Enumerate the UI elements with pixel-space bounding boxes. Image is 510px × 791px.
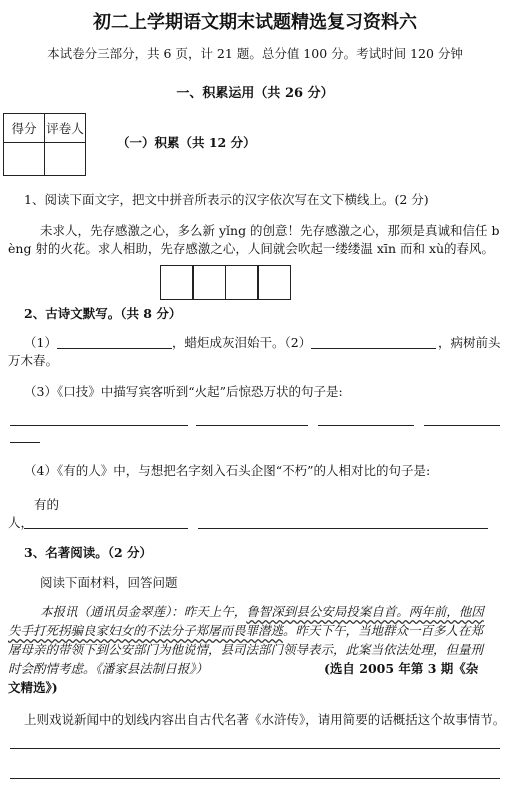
answer-blank[interactable] [198, 528, 488, 529]
answer-box[interactable] [192, 265, 226, 300]
answer-blank[interactable] [318, 425, 414, 426]
news-source: (选自 2005 年第 3 期《杂 [324, 661, 479, 676]
answer-blank[interactable] [24, 528, 188, 529]
q2-prompt: 2、古诗文默写。（共 8 分） [24, 306, 182, 321]
q1-prompt: 1、阅读下面文字，把文中拼音所表示的汉字依次写在文下横线上。(2 分) [24, 192, 429, 207]
news-source-cont: 文精选》) [8, 680, 58, 695]
grader-cell[interactable] [45, 143, 86, 176]
answer-boxes [161, 265, 291, 300]
answer-blank[interactable] [311, 348, 436, 349]
section-heading: 一、积累运用（共 26 分） [176, 86, 334, 101]
q2-p4-a: 有的 [34, 497, 60, 512]
answer-box[interactable] [225, 265, 259, 300]
exam-info: 本试卷分三部分，共 6 页，计 21 题。总分值 100 分。考试时间 120 分钟 [47, 46, 463, 61]
q2-p1-line2: 万木春。 [8, 353, 59, 368]
answer-blank[interactable] [196, 425, 308, 426]
page-title: 初二上学期语文期末试题精选复习资料六 [93, 12, 417, 33]
news-line1 [40, 602, 484, 620]
news-underlined: 失手打死拐骗良家妇女的不法分子郑屠而畏罪潜逃 [8, 623, 284, 638]
news-line3: 屠母亲的带领下到公安部门为他说情，县司法部门领导表示，此案当依法处理，但量刑 [8, 642, 484, 657]
q2-p4-b: 人， [8, 515, 34, 530]
news-line4: 时会酌情考虑。《潘家县法制日报》） [8, 661, 209, 676]
grader-label: 评卷人 [45, 114, 86, 143]
q2-p1-text: ，蜡炬成灰泪始干。（2） [172, 335, 312, 350]
news-line2 [8, 621, 483, 639]
answer-blank[interactable] [57, 348, 172, 349]
q1-passage-line2: èng 射的火花。求人相助，先存感激之心，人间就会吹起一缕缕温 xīn 而和 xù的春风。 [8, 241, 495, 256]
subsection-heading: （一）积累（共 12 分） [117, 135, 256, 150]
news-text: 本报讯（通讯员金翠莲）：昨天上午， [40, 604, 247, 619]
news-text: 。昨天下午，当地群众一百多人在郑 [283, 623, 484, 638]
score-label: 得分 [4, 114, 45, 143]
q2-p1-num: （1） [24, 335, 57, 350]
q3-prompt: 3、名著阅读。（2 分） [24, 545, 152, 560]
news-underlined: 鲁智深到县公安局投案自首。两年前，他因 [246, 604, 484, 619]
q2-p1-end: ，病树前头 [438, 335, 501, 350]
answer-blank[interactable] [424, 425, 500, 426]
q3-question: 上则戏说新闻中的划线内容出自古代名著《水浒传》，请用简要的话概括这个故事情节。 [24, 712, 506, 727]
q2-p4: （4）《有的人》中，与想把名字刻入石头企图“不朽”的人相对比的句子是: [24, 463, 431, 478]
answer-line[interactable] [10, 748, 500, 749]
q2-p3: （3）《口技》中描写宾客听到“火起”后惊恐万状的句子是: [24, 384, 343, 399]
score-cell[interactable] [4, 143, 45, 176]
answer-box[interactable] [257, 265, 291, 300]
answer-box[interactable] [160, 265, 194, 300]
answer-line[interactable] [10, 778, 500, 779]
answer-blank[interactable] [10, 425, 188, 426]
answer-blank[interactable] [10, 442, 40, 443]
score-table [3, 113, 86, 176]
q1-passage-line1: 未求人，先存感激之心，多么新 yǐng 的创意！先存感激之心，那须是真诚和信任 b [40, 223, 500, 238]
q3-instruction: 阅读下面材料，回答问题 [40, 575, 178, 590]
